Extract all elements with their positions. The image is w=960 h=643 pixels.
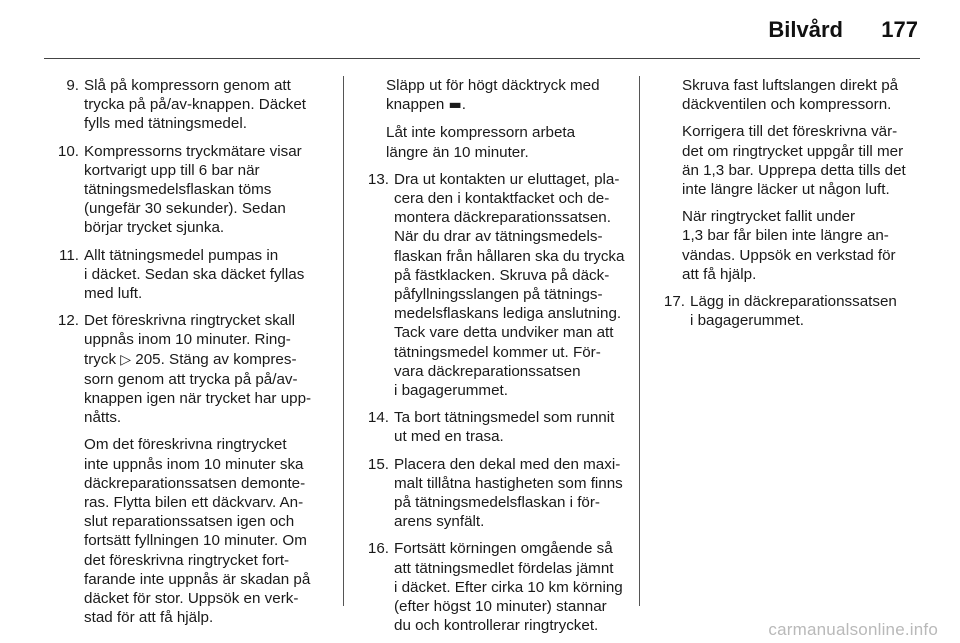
step-text-line: vara däckreparationssatsen <box>394 362 581 380</box>
text-run: . <box>461 96 466 114</box>
para-line: slut reparationssatsen igen och <box>84 513 295 531</box>
step-number: 12. <box>57 312 79 330</box>
column-divider <box>639 76 640 606</box>
para-line: Låt inte kompressorn arbeta <box>386 124 576 142</box>
para-line: däckreparationssatsen demonte- <box>84 474 306 492</box>
para-line: däcket för stor. Uppsök en verk- <box>84 590 299 608</box>
step-text-line: Det föreskrivna ringtrycket skall <box>84 312 296 330</box>
text-run: 205. Stäng av kompres- <box>131 350 297 368</box>
page-reference-icon: ▷ <box>120 351 132 368</box>
step-text-line: med luft. <box>84 285 143 303</box>
step-number: 16. <box>367 540 389 558</box>
para-line: När ringtrycket fallit under <box>682 208 856 226</box>
step-text-line: nåtts. <box>84 409 122 427</box>
step-text-line: kortvarigt upp till 6 bar när <box>84 161 260 179</box>
text-run: knappen <box>386 96 449 114</box>
column-left <box>46 76 328 635</box>
step-text-line: i däcket. Sedan ska däcket fyllas <box>84 265 305 283</box>
text-run: tryck <box>84 350 121 368</box>
step-text-line: uppnås inom 10 minuter. Ring- <box>84 331 291 349</box>
step-text-line: sorn genom att trycka på på/av- <box>84 370 298 388</box>
step-text-line: påfyllningsslangen på tätnings- <box>394 286 603 304</box>
paragraph-release-pressure <box>356 76 626 115</box>
step-text-line: arens synfält. <box>394 513 485 531</box>
step-text-line: på tätningsmedelsflaskan i för- <box>394 494 600 512</box>
step-text-line: att tätningsmedlet fördelas jämnt <box>394 559 614 577</box>
step-text-line: flaskan från hållaren ska du trycka <box>394 247 625 265</box>
para-line: Korrigera till det föreskrivna vär- <box>682 123 898 141</box>
para-line <box>386 95 626 115</box>
para-line: än 1,3 bar. Upprepa detta tills det <box>682 161 906 179</box>
step-17 <box>652 292 924 330</box>
step-16 <box>356 539 626 635</box>
section-title: Bilvård <box>768 17 843 42</box>
para-line: det föreskrivna ringtrycket fort- <box>84 551 290 569</box>
para-line: Om det föreskrivna ringtrycket <box>84 436 287 454</box>
step-text-line: Slå på kompressorn genom att <box>84 77 291 94</box>
step-text-line: trycka på på/av-knappen. Däcket <box>84 96 307 114</box>
para-line: stad för att få hjälp. <box>84 609 214 627</box>
para-line: det om ringtrycket uppgår till mer <box>682 142 904 160</box>
header-rule <box>44 58 920 59</box>
para-line: ras. Flytta bilen ett däckvarv. An- <box>84 494 304 512</box>
step-text-line: medelsflaskans lediga anslutning. <box>394 305 622 323</box>
minus-button-icon: ▬ <box>448 97 462 114</box>
paragraph-attach-hose <box>652 76 924 114</box>
step-text-line: När du drar av tätningsmedels- <box>394 228 603 246</box>
para-line: inte uppnås inom 10 minuter ska <box>84 455 304 473</box>
step-13 <box>356 170 626 400</box>
paragraph-not-reached <box>46 435 328 627</box>
step-text-line: (efter högst 10 minuter) stannar <box>394 598 607 616</box>
step-text-line <box>84 350 328 370</box>
step-text-line: Allt tätningsmedel pumpas in <box>84 246 279 264</box>
paragraph-compressor-limit <box>356 123 626 161</box>
step-text-line: cera den i kontaktfacket och de- <box>394 190 610 208</box>
step-text-line: fylls med tätningsmedel. <box>84 115 247 133</box>
para-line: att få hjälp. <box>682 265 757 283</box>
step-12 <box>46 311 328 427</box>
step-text-line: i bagagerummet. <box>394 382 508 400</box>
step-9 <box>46 76 328 134</box>
para-line: inte längre läcker ut någon luft. <box>682 181 890 199</box>
page-number: 177 <box>881 17 918 42</box>
paragraph-correct-pressure <box>652 122 924 199</box>
step-text-line: Placera den dekal med den maxi- <box>394 455 621 473</box>
column-middle <box>356 76 626 643</box>
step-number: 14. <box>367 409 389 427</box>
step-text-line: ut med en trasa. <box>394 428 504 446</box>
step-number: 13. <box>367 170 389 188</box>
step-text-line: (ungefär 30 sekunder). Sedan <box>84 200 286 218</box>
step-text-line: Lägg in däckreparationssatsen <box>690 293 897 311</box>
para-line: 1,3 bar får bilen inte längre an- <box>682 227 889 245</box>
step-text-line: Fortsätt körningen omgående så <box>394 540 613 558</box>
step-number: 15. <box>367 455 389 473</box>
step-text-line: montera däckreparationssatsen. <box>394 209 611 227</box>
step-text-line: tätningsmedelsflaskan töms <box>84 181 272 199</box>
step-text-line: knappen igen när trycket har upp- <box>84 390 312 408</box>
para-line: däckventilen och kompressorn. <box>682 96 892 114</box>
step-text-line: malt tillåtna hastigheten som finns <box>394 474 623 492</box>
step-text-line: du och kontrollerar ringtrycket. <box>394 617 599 635</box>
page-header <box>0 0 960 60</box>
para-line: fortsätt fyllningen 10 minuter. Om <box>84 532 307 550</box>
step-text-line: börjar trycket sjunka. <box>84 219 225 237</box>
para-line: Släpp ut för högt däcktryck med <box>386 77 600 94</box>
para-line: vändas. Uppsök en verkstad för <box>682 246 896 264</box>
step-text-line: i bagagerummet. <box>690 312 804 330</box>
step-number: 10. <box>57 142 79 160</box>
step-number: 9. <box>66 77 79 94</box>
step-10 <box>46 142 328 238</box>
para-line: längre än 10 minuter. <box>386 143 529 161</box>
step-text-line: Dra ut kontakten ur eluttaget, pla- <box>394 170 620 188</box>
step-11 <box>46 246 328 304</box>
step-15 <box>356 455 626 532</box>
step-text-line: Ta bort tätningsmedel som runnit <box>394 409 615 427</box>
step-text-line: tätningsmedel kommer ut. För- <box>394 343 601 361</box>
watermark: carmanualsonline.info <box>768 620 938 639</box>
step-number: 17. <box>663 293 685 311</box>
step-number: 11. <box>59 246 79 264</box>
para-line: farande inte uppnås är skadan på <box>84 570 311 588</box>
step-text-line: i däcket. Efter cirka 10 km körning <box>394 578 623 596</box>
column-right <box>652 76 924 338</box>
step-14 <box>356 408 626 446</box>
paragraph-low-pressure <box>652 207 924 284</box>
para-line: Skruva fast luftslangen direkt på <box>682 77 899 94</box>
step-text-line: Tack vare detta undviker man att <box>394 324 614 342</box>
step-text-line: Kompressorns tryckmätare visar <box>84 142 302 160</box>
column-divider <box>343 76 344 606</box>
step-text-line: på fästklacken. Skruva på däck- <box>394 266 610 284</box>
